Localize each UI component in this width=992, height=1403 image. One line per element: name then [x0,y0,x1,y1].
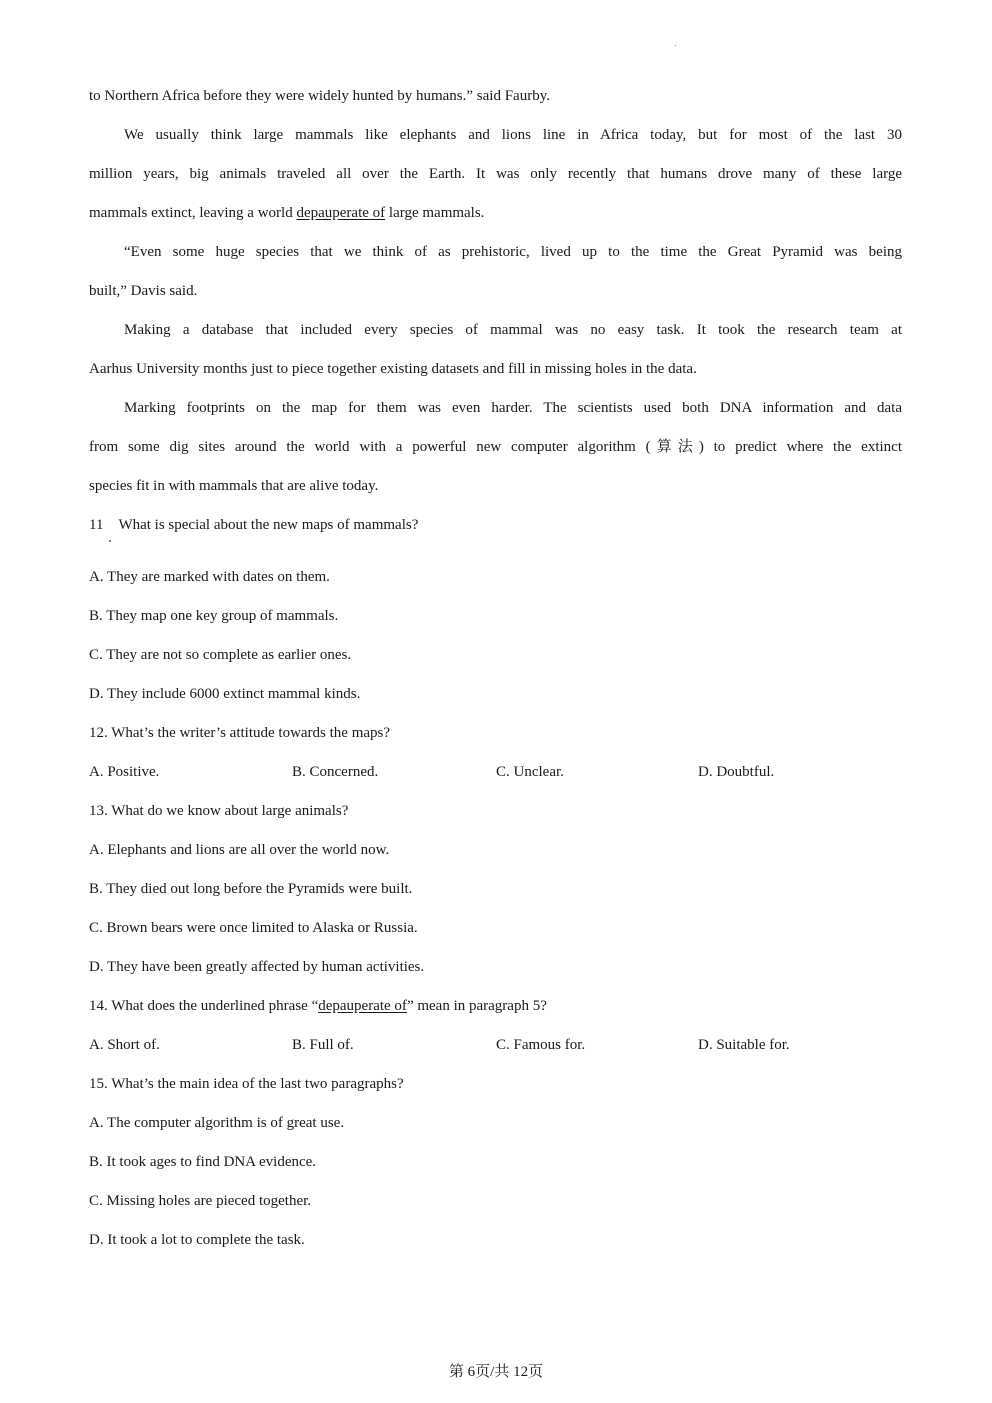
option-b: B. They map one key group of mammals. [89,608,339,624]
question-stem: 15. What’s the main idea of the last two paragraphs? [89,1076,404,1092]
scan-speck [109,540,111,542]
option-c: C. Brown bears were once limited to Alaska or Russia. [89,920,418,936]
paragraph-line [89,203,902,223]
paragraph-line: built,” Davis said. [89,283,198,299]
option-b: B. They died out long before the Pyramids were built. [89,881,413,897]
underlined-phrase: depauperate of [318,998,407,1014]
paragraph-line: Making a database that included every species of mammal was no easy task. It took the research team at [124,322,902,338]
option-b: B. Concerned. [292,764,379,780]
option-a: A. Elephants and lions are all over the world now. [89,842,390,858]
option-a: A. Short of. [89,1037,160,1053]
paragraph-line: “Even some huge species that we think of as prehistoric, lived up to the time the Great Pyramid was being [124,244,902,260]
option-a: A. The computer algorithm is of great use. [89,1115,345,1131]
paragraph-line: Marking footprints on the map for them was even harder. The scientists used both DNA information and data [124,400,902,416]
question-stem: 12. What’s the writer’s attitude towards the maps? [89,725,391,741]
option-d: D. They include 6000 extinct mammal kinds. [89,686,361,702]
paragraph-line: species fit in with mammals that are alive today. [89,478,379,494]
option-a: A. They are marked with dates on them. [89,569,330,585]
option-b: B. It took ages to find DNA evidence. [89,1154,317,1170]
question-stem: 13. What do we know about large animals? [89,803,349,819]
text-run: 14. What does the underlined phrase “ [89,998,319,1014]
text-run: large mammals. [385,205,485,221]
paragraph-line: We usually think large mammals like elephants and lions line in Africa today, but for most of the last 30 [124,127,902,143]
paragraph-line: from some dig sites around the world with a powerful new computer algorithm (算法) to predict where the extinct [89,439,902,455]
text-run: ” mean in paragraph 5? [406,998,547,1014]
paragraph-line: to Northern Africa before they were widely hunted by humans.” said Faurby. [89,88,550,104]
option-a: A. Positive. [89,764,160,780]
option-c: C. They are not so complete as earlier ones. [89,647,352,663]
paragraph-line: Aarhus University months just to piece together existing datasets and fill in missing holes in the data. [89,361,697,377]
option-d: D. They have been greatly affected by human activities. [89,959,425,975]
paragraph-line: million years, big animals traveled all over the Earth. It was only recently that humans drove many of these large [89,166,902,182]
question-stem: 11 What is special about the new maps of mammals? [89,517,419,533]
option-d: D. Suitable for. [698,1037,790,1053]
question-stem [89,996,902,1016]
underlined-phrase: depauperate of [296,205,386,221]
page-number: 第 6页/共 12页 [448,1364,544,1380]
text-run: mammals extinct, leaving a world [89,205,297,221]
option-b: B. Full of. [292,1037,354,1053]
scan-speck [675,45,676,46]
option-c: C. Missing holes are pieced together. [89,1193,312,1209]
option-c: C. Famous for. [496,1037,586,1053]
option-d: D. It took a lot to complete the task. [89,1232,305,1248]
option-d: D. Doubtful. [698,764,775,780]
option-c: C. Unclear. [496,764,564,780]
